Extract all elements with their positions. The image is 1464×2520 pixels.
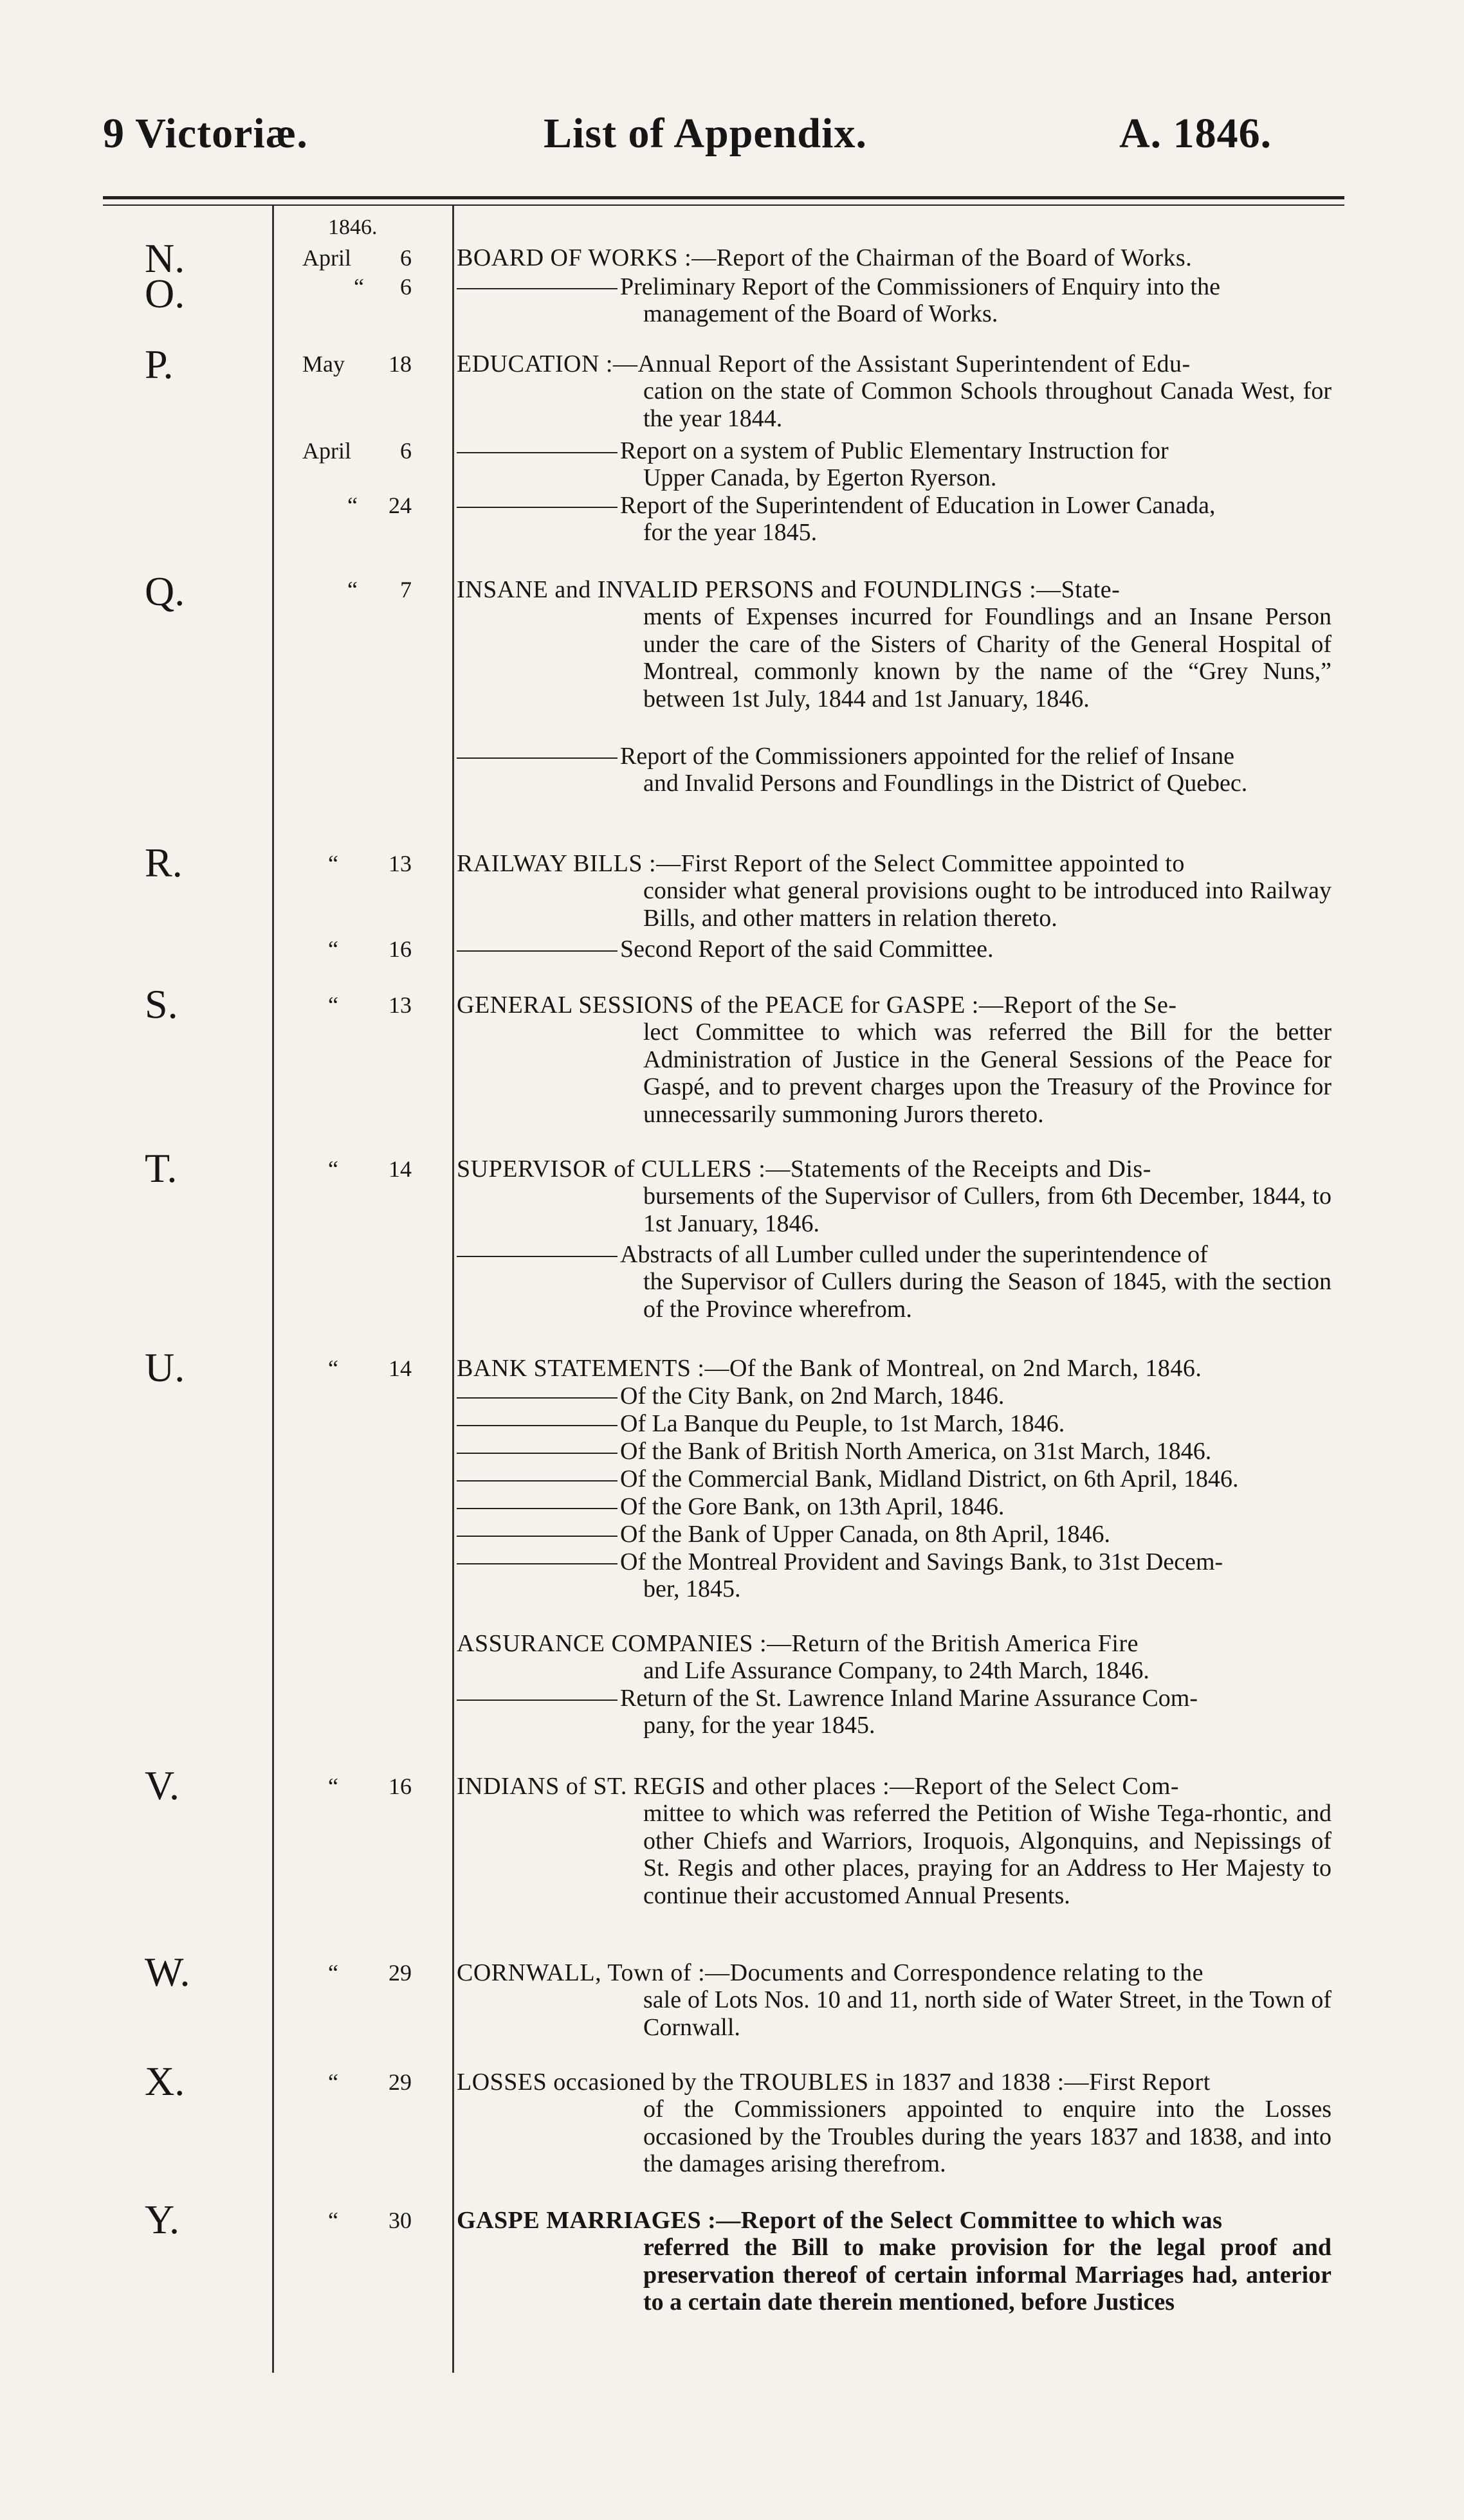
appendix-letter: N. xyxy=(145,235,185,281)
entry-continuation: consider what general provisions ought to be introduced into Railway Bills, and other matters in relation thereto. xyxy=(643,877,1331,932)
date-month: “ xyxy=(347,493,358,518)
ditto-rule xyxy=(457,1480,618,1482)
entry-continuation: and Life Assurance Company, to 24th March, 1846. xyxy=(643,1657,1149,1684)
date-day: 24 xyxy=(389,493,412,518)
appendix-letter: S. xyxy=(145,981,178,1027)
date-month: April xyxy=(302,438,351,464)
year-label: 1846. xyxy=(328,215,378,239)
date-day: 16 xyxy=(389,936,412,962)
date-day: 14 xyxy=(389,1156,412,1182)
date-month: “ xyxy=(328,2207,338,2233)
entry-continuation: lect Committee to which was referred the Bill for the better Administration of Justice in the General Sessions of the Peace for Gaspé, and to prevent charges upon the Treasury of the Province for unnecessarily summoning Jurors thereto. xyxy=(643,1019,1331,1128)
entry-first-line: Of La Banque du Peuple, to 1st March, 1846. xyxy=(457,1410,1331,1437)
entry-heading: INSANE and INVALID PERSONS and FOUNDLINGS :—State- xyxy=(457,576,1121,603)
date-day: 14 xyxy=(389,1355,412,1381)
ditto-rule xyxy=(457,1700,618,1701)
entry-continuation: for the year 1845. xyxy=(643,519,818,546)
entry-first-line: Report of the Superintendent of Education in Lower Canada, xyxy=(457,492,1331,519)
appendix-letter: X. xyxy=(145,2058,185,2104)
date-day: 13 xyxy=(389,992,412,1018)
entry-first-line: Of the Bank of Upper Canada, on 8th April, 1846. xyxy=(457,1521,1331,1548)
entry-heading: EDUCATION :—Annual Report of the Assistant Superintendent of Edu- xyxy=(457,350,1191,377)
appendix-letter: T. xyxy=(145,1145,178,1191)
date-month: May xyxy=(302,351,345,377)
date-day: 30 xyxy=(389,2207,412,2233)
date-month: “ xyxy=(328,1773,338,1799)
entry-first-line: Of the City Bank, on 2nd March, 1846. xyxy=(457,1382,1331,1410)
entry-heading: GENERAL SESSIONS of the PEACE for GASPE :—Report of the Se- xyxy=(457,992,1177,1019)
entry-first-line: Second Report of the said Committee. xyxy=(457,936,1331,963)
ditto-rule xyxy=(457,1397,618,1399)
column-divider-left xyxy=(272,206,274,2373)
entry-heading: ASSURANCE COMPANIES :—Return of the British America Fire xyxy=(457,1630,1139,1657)
date-day: 16 xyxy=(389,1773,412,1799)
entry-first-line: Report on a system of Public Elementary Instruction for xyxy=(457,437,1331,464)
date-month: “ xyxy=(328,851,338,876)
entry-heading: LOSSES occasioned by the TROUBLES in 1837 and 1838 :—First Report xyxy=(457,2069,1211,2096)
column-divider-right xyxy=(452,206,454,2373)
header-year: A. 1846. xyxy=(1119,110,1272,157)
date-month: “ xyxy=(328,992,338,1018)
appendix-letter: Q. xyxy=(145,568,185,614)
date-day: 7 xyxy=(400,577,412,603)
appendix-letter: W. xyxy=(145,1949,190,1995)
date-day: 6 xyxy=(400,274,412,300)
entry-continuation: Upper Canada, by Egerton Ryerson. xyxy=(643,464,997,491)
entry-first-line: Of the Commercial Bank, Midland District, on 6th April, 1846. xyxy=(457,1465,1331,1492)
entry-heading: INDIANS of ST. REGIS and other places :—Report of the Select Com- xyxy=(457,1773,1180,1800)
appendix-letter: P. xyxy=(145,341,174,387)
date-day: 18 xyxy=(389,351,412,377)
date-day: 29 xyxy=(389,1960,412,1986)
entry-continuation: ments of Expenses incurred for Foundlings and an Insane Person under the care of the Sisters of Charity of the General Hospital of Montreal, commonly known by the name of the “Grey Nuns,” between 1st July, 1844 and 1st January, 1846. xyxy=(643,603,1331,712)
entry-first-line: Abstracts of all Lumber culled under the superintendence of xyxy=(457,1241,1331,1268)
ditto-rule xyxy=(457,288,618,289)
entry-heading: BOARD OF WORKS :—Report of the Chairman of the Board of Works. xyxy=(457,244,1193,271)
date-day: 13 xyxy=(389,851,412,876)
ditto-rule xyxy=(457,1508,618,1509)
date-month: “ xyxy=(354,274,364,300)
entry-first-line: Of the Gore Bank, on 13th April, 1846. xyxy=(457,1493,1331,1520)
entry-first-line: Of the Montreal Provident and Savings Bank, to 31st Decem- xyxy=(457,1548,1331,1575)
entry-heading: GASPE MARRIAGES :—Report of the Select Committee to which was xyxy=(457,2207,1223,2234)
header-session: 9 Victoriæ. xyxy=(103,110,308,157)
appendix-letter: Y. xyxy=(145,2197,179,2242)
entry-continuation: sale of Lots Nos. 10 and 11, north side of Water Street, in the Town of Cornwall. xyxy=(643,1986,1331,2041)
entry-continuation: referred the Bill to make provision for the legal proof and preservation thereof of certain informal Marriages had, anterior to a certain date therein mentioned, before Justices xyxy=(643,2234,1331,2316)
ditto-rule xyxy=(457,452,618,453)
header-rule-thin xyxy=(103,204,1344,206)
entry-first-line: Return of the St. Lawrence Inland Marine Assurance Com- xyxy=(457,1685,1331,1712)
ditto-rule xyxy=(457,1425,618,1426)
entry-continuation: of the Commissioners appointed to enquire into the Losses occasioned by the Troubles during the years 1837 and 1838, and into the damages arising therefrom. xyxy=(643,2096,1331,2177)
entry-heading: SUPERVISOR of CULLERS :—Statements of the Receipts and Dis- xyxy=(457,1156,1151,1183)
entry-continuation: mittee to which was referred the Petition of Wishe Tega-rhontic, and other Chiefs and Warriors, Iroquois, Algonquins, and Nepissings of St. Regis and other places, praying for an Address to Her Majesty to continue their accustomed Annual Presents. xyxy=(643,1800,1331,1909)
date-month: “ xyxy=(328,1156,338,1182)
entry-continuation: bursements of the Supervisor of Cullers, from 6th December, 1844, to 1st January, 1846. xyxy=(643,1183,1331,1237)
ditto-rule xyxy=(457,1453,618,1454)
appendix-letter: O. xyxy=(145,271,185,316)
date-day: 6 xyxy=(400,438,412,464)
date-month: “ xyxy=(328,936,338,962)
header-rule-thick xyxy=(103,196,1344,199)
date-month: “ xyxy=(347,577,358,603)
ditto-rule xyxy=(457,757,618,759)
entry-first-line: Report of the Commissioners appointed for the relief of Insane xyxy=(457,743,1331,770)
header-title: List of Appendix. xyxy=(544,110,867,157)
ditto-rule xyxy=(457,1256,618,1257)
entry-heading: CORNWALL, Town of :—Documents and Correspondence relating to the xyxy=(457,1959,1204,1986)
ditto-rule xyxy=(457,1536,618,1537)
ditto-rule xyxy=(457,507,618,508)
entry-continuation: ber, 1845. xyxy=(643,1575,741,1602)
date-month: “ xyxy=(328,1960,338,1986)
date-day: 6 xyxy=(400,245,412,271)
entry-continuation: pany, for the year 1845. xyxy=(643,1712,875,1739)
entry-heading: RAILWAY BILLS :—First Report of the Select Committee appointed to xyxy=(457,850,1185,877)
ditto-rule xyxy=(457,1563,618,1564)
appendix-letter: V. xyxy=(145,1763,179,1808)
entry-continuation: the Supervisor of Cullers during the Season of 1845, with the section of the Province wherefrom. xyxy=(643,1268,1331,1323)
entry-heading: BANK STATEMENTS :—Of the Bank of Montreal, on 2nd March, 1846. xyxy=(457,1355,1202,1382)
entry-first-line: Of the Bank of British North America, on 31st March, 1846. xyxy=(457,1438,1331,1465)
date-month: April xyxy=(302,245,351,271)
entry-continuation: management of the Board of Works. xyxy=(643,300,998,327)
entry-first-line: Preliminary Report of the Commissioners of Enquiry into the xyxy=(457,273,1331,300)
ditto-rule xyxy=(457,950,618,952)
date-month: “ xyxy=(328,1355,338,1381)
date-month: “ xyxy=(328,2069,338,2095)
date-day: 29 xyxy=(389,2069,412,2095)
appendix-letter: R. xyxy=(145,840,183,885)
appendix-letter: U. xyxy=(145,1345,185,1390)
entry-continuation: and Invalid Persons and Foundlings in the District of Quebec. xyxy=(643,770,1248,797)
entry-continuation: cation on the state of Common Schools throughout Canada West, for the year 1844. xyxy=(643,377,1331,432)
